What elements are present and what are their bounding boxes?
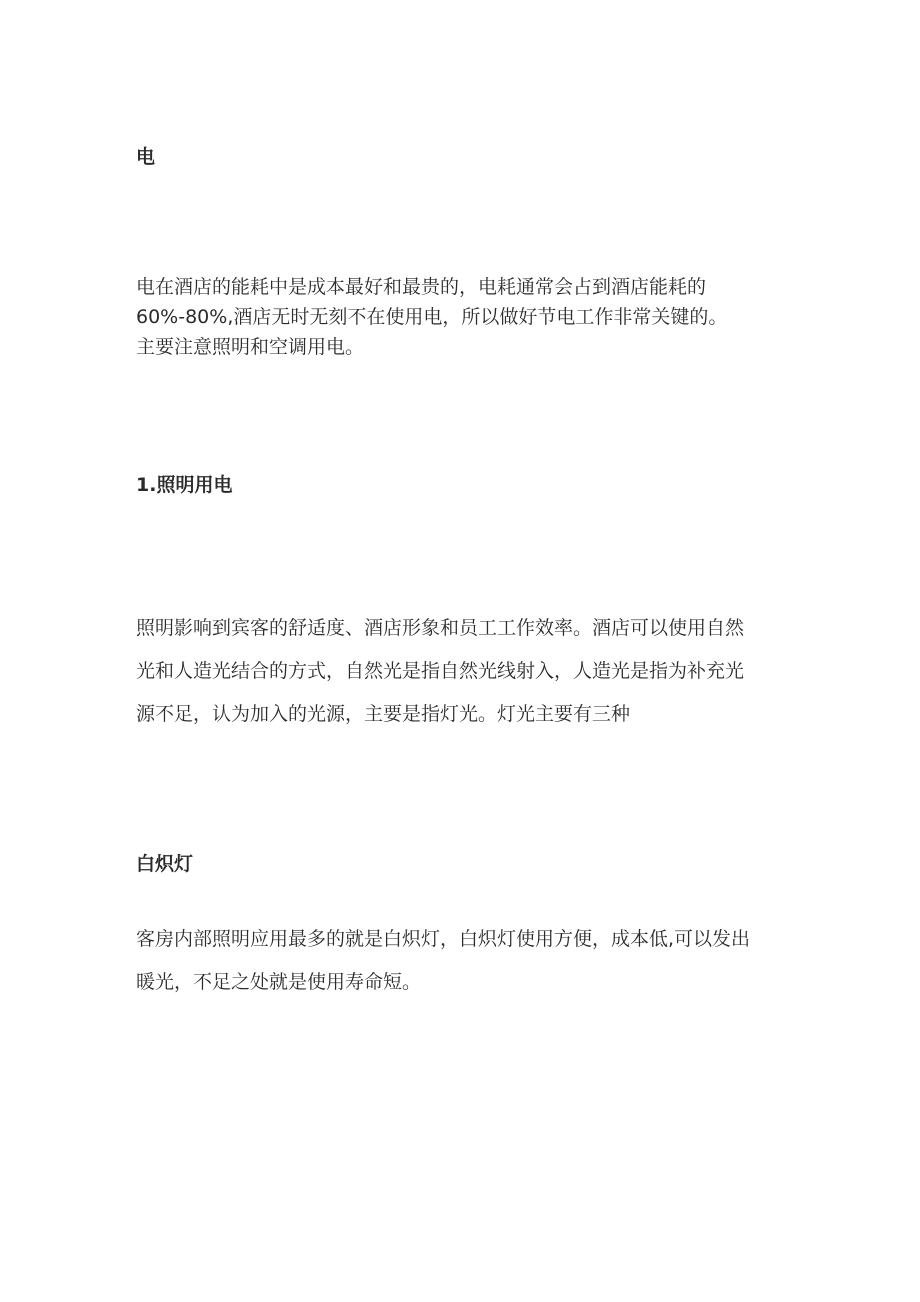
paragraph-line: 光和人造光结合的方式，自然光是指自然光线射入，人造光是指为补充光 — [136, 660, 745, 682]
subsection-title-incandescent: 白炽灯 — [136, 853, 194, 875]
intro-paragraph — [136, 272, 796, 362]
incandescent-paragraph — [136, 918, 796, 1004]
paragraph-line: 照明影响到宾客的舒适度、酒店形象和员工工作效率。酒店可以使用自然 — [136, 617, 745, 639]
paragraph-line: 暖光，不足之处就是使用寿命短。 — [136, 971, 422, 993]
paragraph-line: 客房内部照明应用最多的就是白炽灯，白炽灯使用方便，成本低,可以发出 — [136, 928, 751, 950]
paragraph-line: 电在酒店的能耗中是成本最好和最贵的，电耗通常会占到酒店能耗的 — [136, 276, 707, 298]
paragraph-line: 主要注意照明和空调用电。 — [136, 336, 365, 358]
paragraph-line: 源不足，认为加入的光源，主要是指灯光。灯光主要有三种 — [136, 703, 631, 725]
section-title-electricity: 电 — [136, 146, 156, 168]
lighting-paragraph — [136, 607, 796, 736]
subsection-title-lighting: 1.照明用电 — [136, 474, 233, 496]
paragraph-line: 60%-80%,酒店无时无刻不在使用电，所以做好节电工作非常关键的。 — [136, 306, 728, 328]
